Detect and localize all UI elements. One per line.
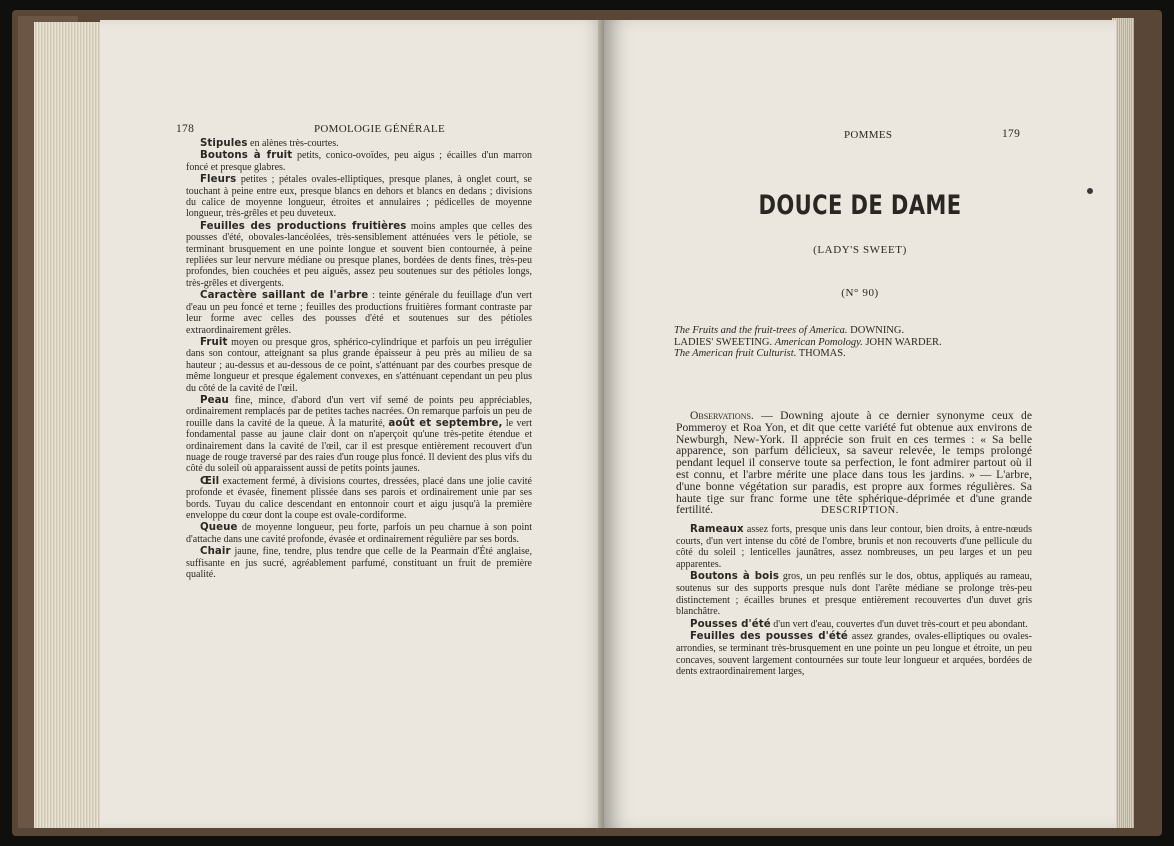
- observations-label: Observations.: [690, 409, 754, 422]
- page-edges-left: [34, 22, 105, 828]
- variety-number: (N° 90): [841, 287, 879, 299]
- reference-line: The Fruits and the fruit-trees of America. DOWNING.: [674, 325, 905, 336]
- left-running-head: POMOLOGIE GÉNÉRALE: [314, 123, 445, 135]
- observations-text: — Downing ajoute à ce dernier synonyme ceux de Pommeroy et Roa Yon, et dit que cette variété fut obtenue aux environs de Newburgh, New-York. Il apprécie son fruit en ces termes : « Sa belle apparence, son parfum délicieux, sa saveur relevée, le temps prolongé pendant lequel il conserve toute sa perfection, le font admirer partout où il est connu, et l'arbre mérite une place dans tous les jardins. » — L'arbre, d'une bonne végétation sur paradis, est propre aux formes régulières. Sa haute tige sur franc forme une tête sphérique-déprimée et d'une grande fertilité.: [676, 409, 1032, 517]
- paragraph-pousses-ete: Pousses d'été d'un vert d'eau, couvertes d'un duvet très-court et peu abondant.: [690, 618, 1028, 630]
- reference-line: The American fruit Culturist. THOMAS.: [674, 348, 846, 359]
- paragraph-caractere: Caractère saillant de l'arbre : teinte générale du feuillage d'un vert d'eau un peu foncé et terne ; feuilles des productions fruitières formant contraste par leur forme avec celles des pousses d'été et soutenues sur des pétioles extraordinairement grêles.: [186, 290, 532, 336]
- right-page-number: 179: [1002, 128, 1021, 140]
- left-text-column: [186, 138, 532, 580]
- variety-title: DOUCE DE DAME: [758, 190, 962, 221]
- paragraph-stipules: Stipules en alènes très-courtes.: [200, 138, 339, 149]
- paragraph-fleurs: Fleurs petites ; pétales ovales-elliptiques, presque planes, à onglet court, se touchant à peine entre eux, presque blancs en dehors et blancs en dedans ; divisions du calice de moyenne longueur, étroites et annulaires ; pédicelles de moyenne longueur, très-grêles et peu duveteux.: [186, 174, 532, 220]
- paragraph-fruit: Fruit moyen ou presque gros, sphérico-cylindrique et parfois un peu irrégulier dans son contour, atteignant sa plus grande épaisseur à peu près au milieu de sa hauteur ; au-dessus et au-dessous de ce point, s'atténuant par des courbes presque de même longueur et presque également convexes, en s'atténuant cependant un peu plus du côté de la cavité de l'œil.: [186, 336, 532, 394]
- paragraph-rameaux: Rameaux assez forts, presque unis dans leur contour, bien droits, à entre-nœuds courts, d'un vert intense du côté de l'ombre, brunis et non recouverts d'une pellicule du côté du soleil ; lenticelles jaunâtres, assez nombreuses, un peu larges et un peu apparentes.: [676, 524, 1032, 570]
- right-text-column: [676, 524, 1032, 678]
- reference-line: LADIES' SWEETING. American Pomology. JOHN WARDER.: [674, 336, 942, 348]
- observations: [676, 410, 1032, 516]
- description-heading: DESCRIPTION.: [820, 505, 900, 516]
- variety-subtitle: (LADY'S SWEET): [813, 244, 907, 256]
- paragraph-boutons-fruit: Boutons à fruit petits, conico-ovoïdes, peu aigus ; écailles d'un marron foncé et presque glabres.: [186, 150, 532, 173]
- paragraph-peau: Peau fine, mince, d'abord d'un vert vif semé de points peu appréciables, ordinairement remplacés par de petites taches nacrées. On remarque parfois un peu de rouille dans la cavité de la queue. À la maturité, août et septembre, le vert fondamental passe au jaune clair dont on n'aperçoit qu'une très-petite étendue et ordinairement dans la cavité de l'œil, car il est presque entièrement recouvert d'un nuage de rouge traversé par des raies d'un rouge plus foncé. Il devient des plus vifs du côté du soleil où apparaissent aussi de petits points jaunes.: [186, 394, 532, 475]
- paragraph-chair: Chair jaune, fine, tendre, plus tendre que celle de la Pearmain d'Été anglaise, suffisante en jus sucré, agréablement parfumé, constituant un fruit de première qualité.: [186, 546, 532, 581]
- right-running-head: POMMES: [844, 129, 893, 141]
- paragraph-feuilles-productions: Feuilles des productions fruitières moins amples que celles des pousses d'été, obovales-lancéolées, très-sensiblement atténuées vers le pétiole, se terminant brusquement en une pointe longue et souvent bien contournée, à peine repliées sur leur nervure médiane ou presque planes, bordées de dents fines, très-peu profondes, bien couchées et peu aiguës, assez peu soutenues sur des pétioles longs, très-grêles et divergents.: [186, 220, 532, 289]
- left-page-number: 178: [176, 123, 195, 135]
- paragraph-boutons-bois: Boutons à bois gros, un peu renflés sur le dos, obtus, appliqués au rameau, soutenus sur des supports presque nuls dont l'arête médiane se prolonge très-peu distinctement ; écailles brunes et presque entièrement recouvertes d'un duvet gris blanchâtre.: [676, 571, 1032, 618]
- ink-spot: [1087, 188, 1093, 194]
- paragraph-queue: Queue de moyenne longueur, peu forte, parfois un peu charnue à son point d'attache dans une cavité profonde, évasée et ordinairement régulière par ses bords.: [186, 522, 532, 545]
- references: [674, 325, 1034, 360]
- paragraph-feuilles-pousses: Feuilles des pousses d'été assez grandes, ovales-elliptiques ou ovales-arrondies, se terminant très-brusquement en une pointe un peu longue et étroite, un peu concaves, souvent largement contournées sur toute leur longueur et arquées, bordées de dents extraordinairement larges,: [676, 631, 1032, 678]
- paragraph-oeil: Œil exactement fermé, à divisions courtes, dressées, placé dans une jolie cavité profonde et évasée, finement plissée dans ses parois et ordinairement unie par ses bords. Tuyau du calice descendant en entonnoir court et aigu jusqu'à la première enveloppe du cœur dont la coupe est ovale-cordiforme.: [186, 475, 532, 521]
